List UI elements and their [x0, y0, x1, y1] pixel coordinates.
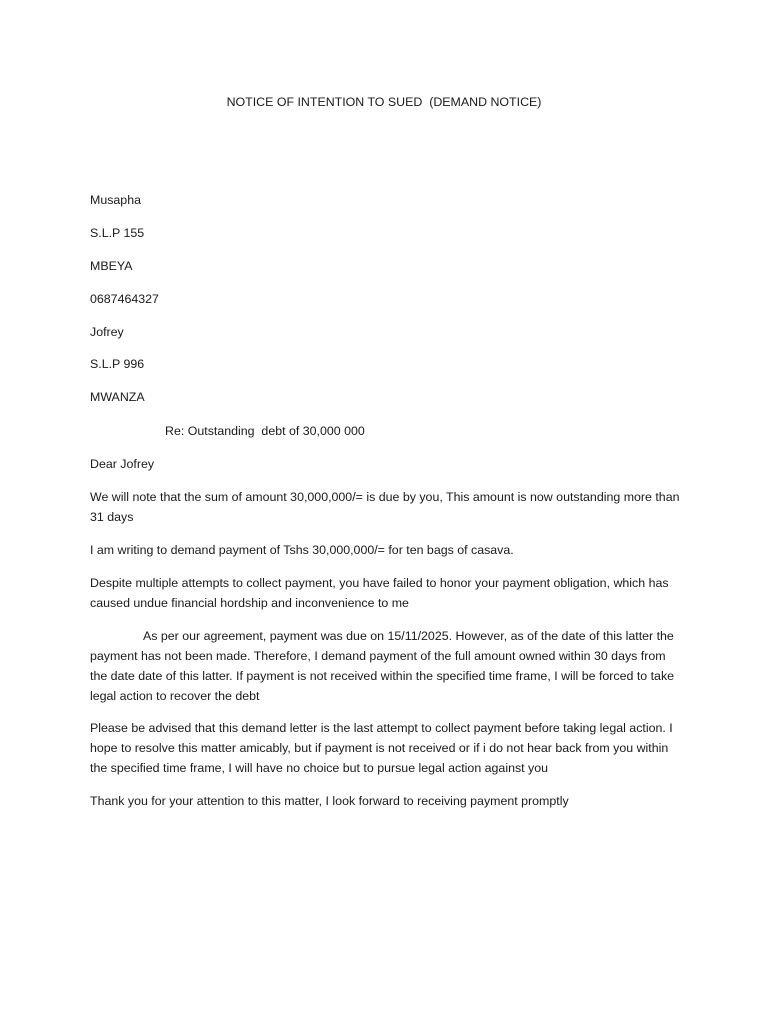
sender-box: S.L.P 155 [90, 226, 145, 240]
body-paragraph: Please be advised that this demand letter is the last attempt to collect payment before taking legal action. I hope to resolve this matter amicably, but if payment is not received or if i do not hear back from you within the specified time frame, I will have no choice but to pursue legal action against you [90, 721, 673, 775]
recipient-box: S.L.P 996 [90, 357, 145, 371]
subject-line: Re: Outstanding debt of 30,000 000 [165, 424, 365, 438]
salutation: Dear Jofrey [90, 457, 155, 471]
body-paragraph: As per our agreement, payment was due on 15/11/2025. However, as of the date of this latter the payment has not been made. Therefore, I demand payment of the full amount owned within 30 days from the date date of this latter. If payment is not received within the specified time frame, I will be forced to take legal action to recover the debt [90, 629, 675, 703]
recipient-city: MWANZA [90, 390, 145, 404]
sender-city: MBEYA [90, 259, 133, 273]
recipient-name: Jofrey [90, 325, 124, 339]
sender-phone: 0687464327 [90, 292, 159, 306]
closing-paragraph: Thank you for your attention to this matter, I look forward to receiving payment promptly [90, 794, 569, 808]
sender-name: Musapha [90, 193, 141, 207]
document-title: NOTICE OF INTENTION TO SUED (DEMAND NOTICE) [226, 95, 542, 109]
body-paragraph: Despite multiple attempts to collect payment, you have failed to honor your payment obligation, which has caused undue financial hordship and inconvenience to me [90, 576, 669, 610]
body-paragraph: I am writing to demand payment of Tshs 30,000,000/= for ten bags of casava. [90, 543, 514, 557]
body-paragraph: We will note that the sum of amount 30,000,000/= is due by you, This amount is now outstanding more than 31 days [90, 490, 680, 524]
